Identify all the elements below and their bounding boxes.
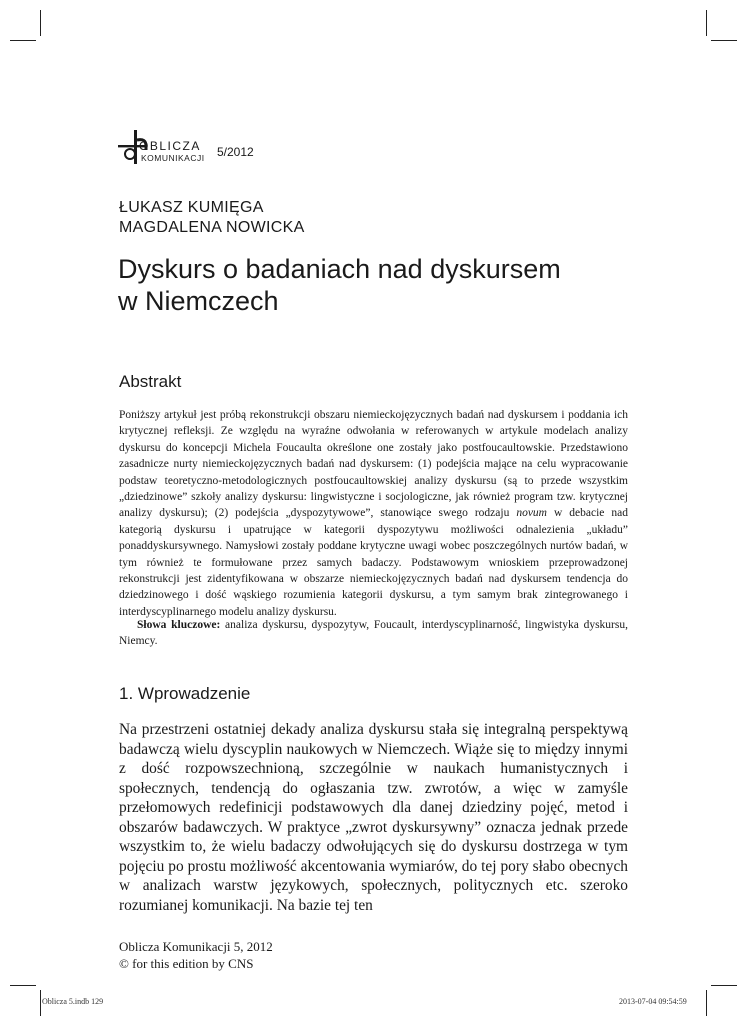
- crop-mark: [711, 40, 737, 41]
- footer-journal: Oblicza Komunikacji 5, 2012: [119, 939, 273, 954]
- logo-title: OBLICZA: [139, 139, 201, 153]
- crop-mark: [706, 10, 707, 36]
- crop-mark: [10, 40, 36, 41]
- crop-mark: [706, 990, 707, 1016]
- author-name: MAGDALENA NOWICKA: [119, 219, 305, 236]
- abstract-text-part: Poniższy artykuł jest próbą rekonstrukcji obszaru niemieckojęzycznych badań nad dyskursem i poddania ich krytycznej refleksji. Ze względu na wyraźne odwołania w referowanych w artykule modelach analizy dyskursu do koncepcji Michela Foucaulta określone one zostały jako postfoucaultowskie. Przedstawiono zasadnicze nurty niemieckojęzycznych badań nad dyskursem: (1) podejścia mające na celu wypracowanie podstaw teoretyczno-metodologicznych postfoucaultowskiej analizy dyskursu (są to przede wszystkim „dziedzinowe” szkoły analizy dyskursu: lingwistyczne i socjologiczne, jak również program tzw. krytycznej analizy dyskursu); (2) podejścia „dyspozytywowe”, stanowiące swego rodzaju: [119, 409, 628, 520]
- article-title: [118, 253, 638, 317]
- title-line: w Niemczech: [118, 286, 279, 316]
- crop-mark: [40, 10, 41, 36]
- keywords: [119, 617, 628, 650]
- page-footer: [119, 938, 273, 972]
- keywords-label: Słowa kluczowe:: [137, 619, 221, 631]
- crop-mark: [10, 985, 36, 986]
- footer-copyright: © for this edition by CNS: [119, 956, 254, 971]
- crop-mark: [711, 985, 737, 986]
- logo-subtitle: KOMUNIKACJI: [141, 153, 205, 163]
- abstract-italic: novum: [516, 507, 547, 520]
- print-slug-right: 2013-07-04 09:54:59: [619, 997, 687, 1006]
- crop-mark: [40, 990, 41, 1016]
- section-heading: 1. Wprowadzenie: [119, 684, 251, 703]
- abstract-text: [119, 407, 628, 620]
- abstract-heading: Abstrakt: [119, 372, 182, 391]
- author-name: ŁUKASZ KUMIĘGA: [119, 199, 264, 216]
- keywords-text: analiza dyskursu, dyspozytyw, Foucault, interdyscyplinarność, lingwistyka dyskursu, Niemcy.: [119, 619, 628, 648]
- issue-number: 5/2012: [217, 145, 254, 159]
- body-paragraph: Na przestrzeni ostatniej dekady analiza dyskursu stała się integralną perspektywą badawczą wielu dyscyplin naukowych w Niemczech. Wiąże się to między innymi z dość rozpowszechnioną, szczególnie w naukach humanistycznych i społecznych, tendencją do ogłaszania tzw. zwrotów, a więc w zamyśle przełomowych redefinicji podstawowych dla danej dziedziny pojęć, metod i obszarów badawczych. W praktyce „zwrot dyskursywny” oznacza jednak przede wszystkim to, że wielu badaczy odwołujących się do dyskursu dostrzega w tym pojęciu po prostu możliwość akcentowania wymiarów, do tej pory słabo obecnych w analizach warstw językowych, społecznych, politycznych etc. szeroko rozumianej komunikacji. Na bazie tej ten: [119, 721, 628, 914]
- abstract-text-part: w debacie nad kategorią dyskursu i upatrujące w kategorii dyspozytywu możliwości odnalezienia „układu” ponaddyskursywnego. Namysłowi zostały poddane krytyczne uwagi wobec poszczególnych nurtów badań, w tym również te formułowane przez samych badaczy. Podstawowym wnioskiem przeprowadzonej rekonstrukcji jest zidentyfikowana w obszarze niemieckojęzycznych badań nad dyskursem tendencja do dziedzinowego i dość wąskiego rozumienia kategorii dyskursu, a tym samym brak zintegrowanego i interdyscyplinarnego modelu analizy dyskursu.: [119, 507, 628, 618]
- print-slug-left: Oblicza 5.indb 129: [42, 997, 104, 1006]
- title-line: Dyskurs o badaniach nad dyskursem: [118, 254, 561, 284]
